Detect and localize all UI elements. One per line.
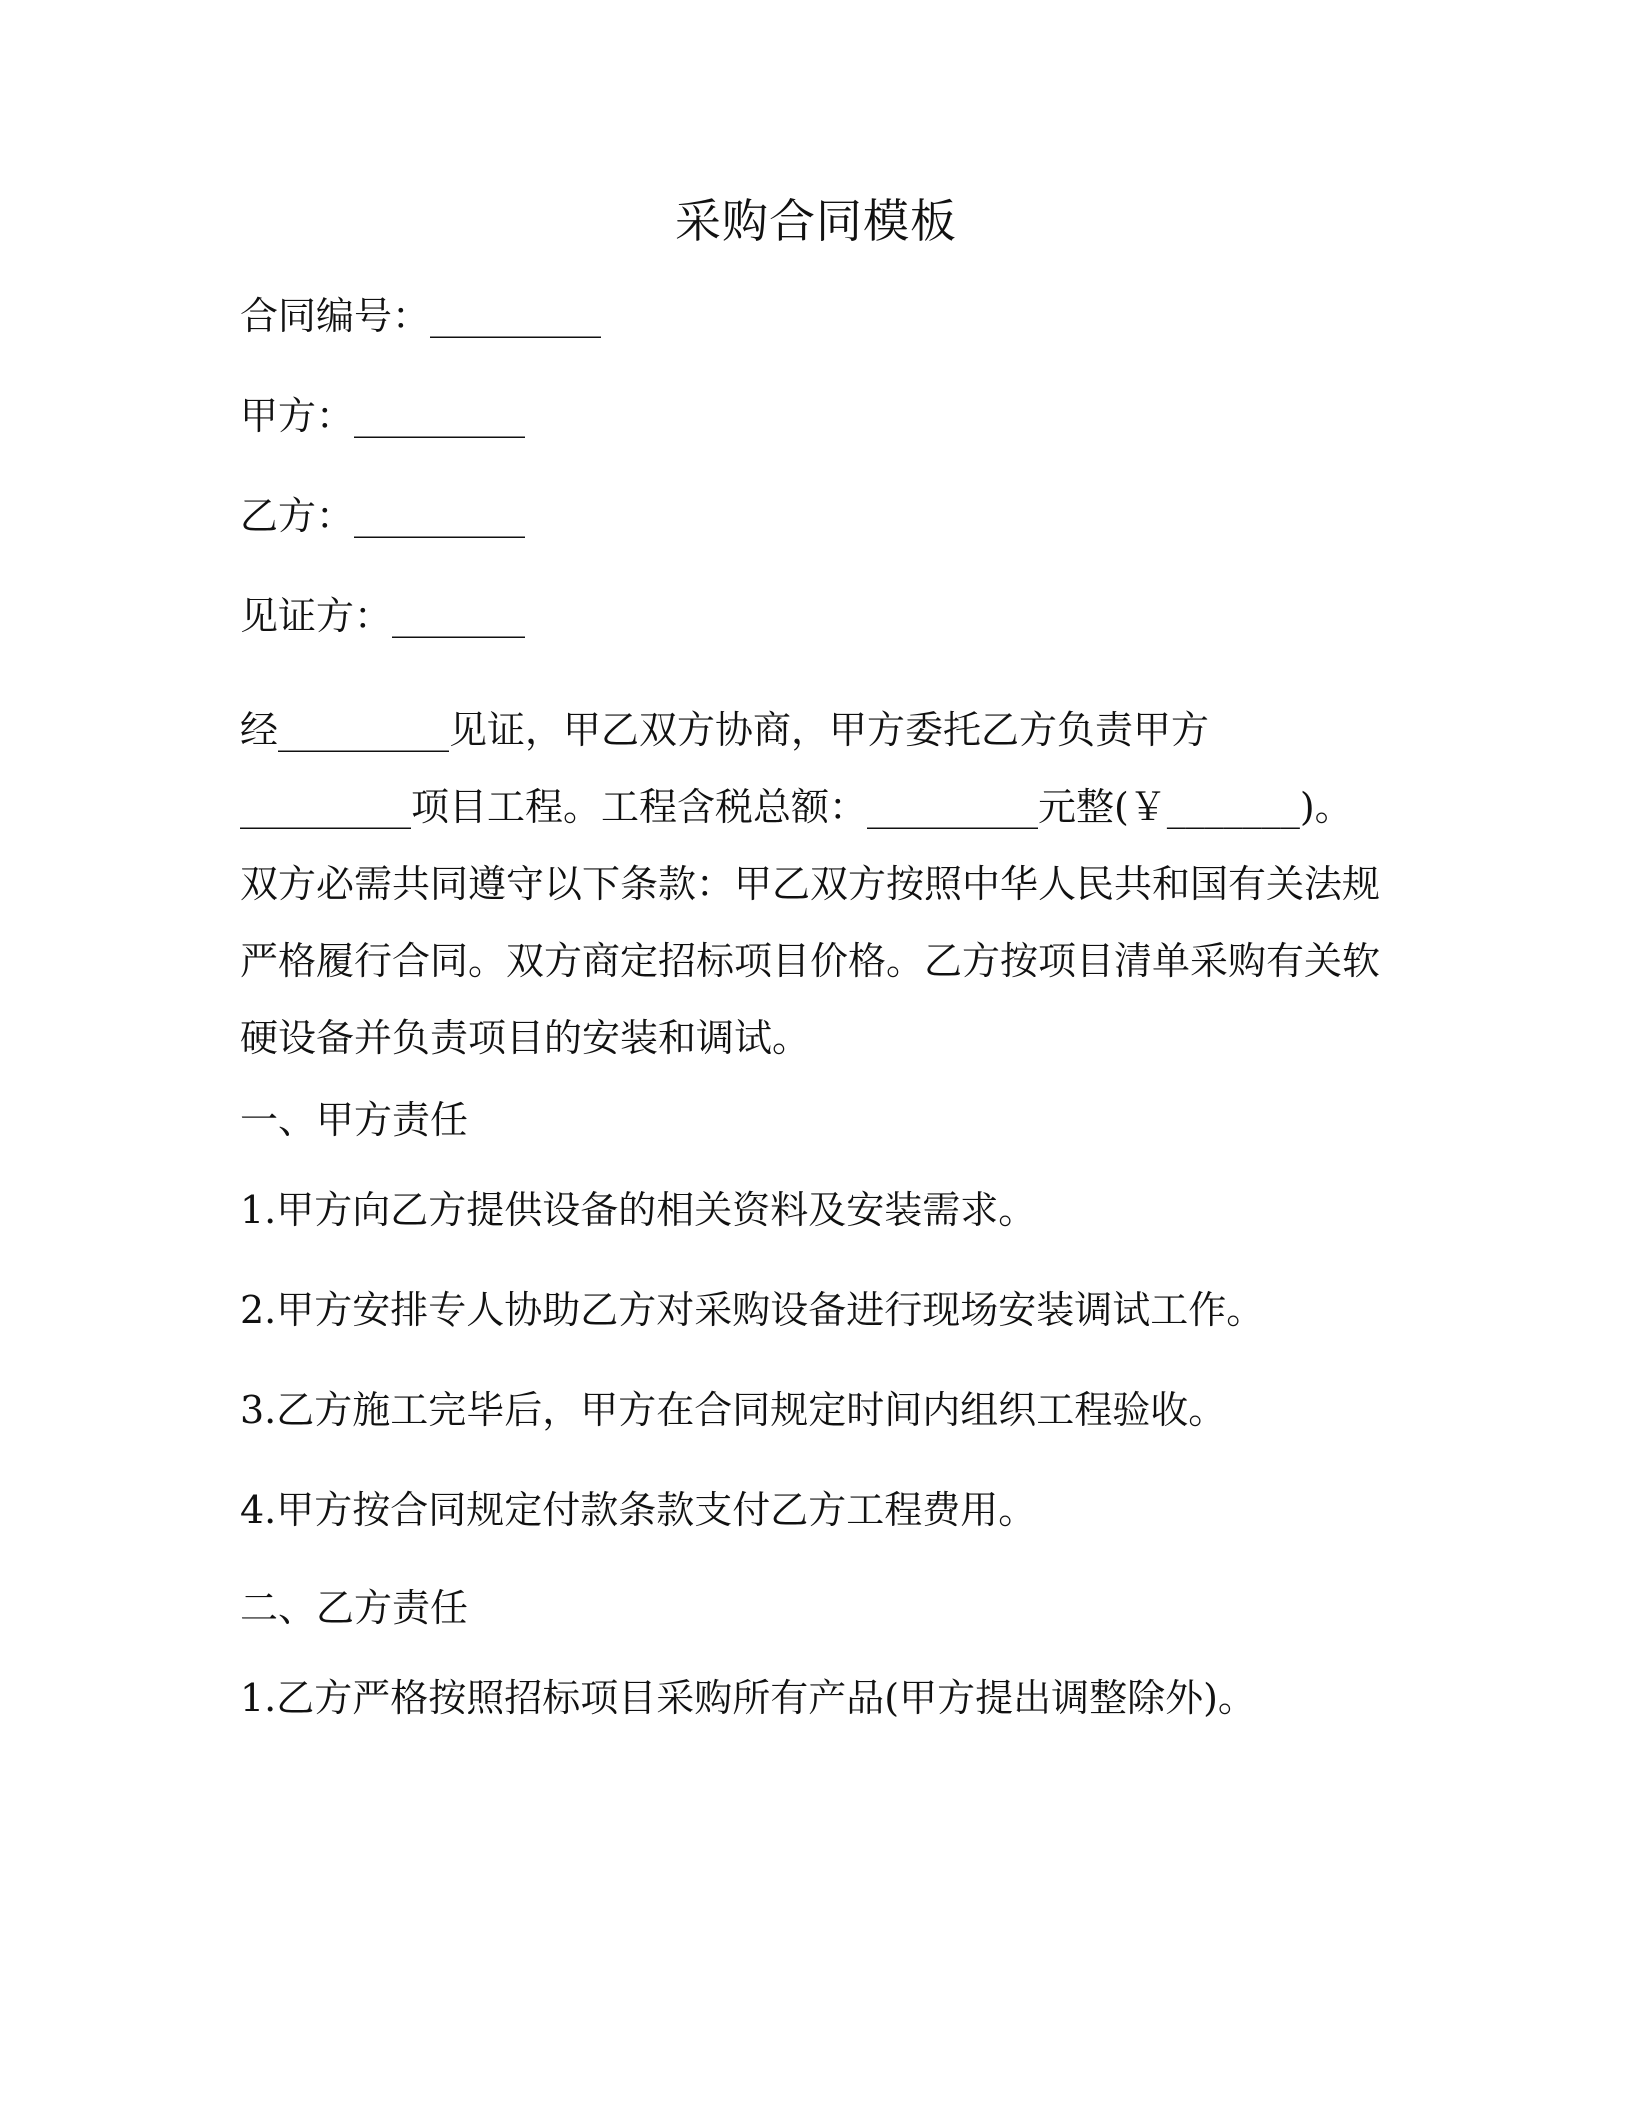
party-b-field: 乙方：_________ [240,494,526,538]
intro-line: _________项目工程。工程含税总额：_________元整(￥_______)。 [240,785,1353,829]
party-a-field: 甲方：_________ [240,394,526,438]
intro-line: 经_________见证，甲乙双方协商，甲方委托乙方负责甲方 [240,708,1210,752]
intro-paragraph [240,692,1381,1077]
intro-line: 双方必需共同遵守以下条款：甲乙双方按照中华人民共和国有关法规 [240,862,1381,906]
witness-field: 见证方：_______ [240,594,526,638]
section-heading-party-a: 一、甲方责任 [240,1098,469,1142]
party-b-duty-item: 1.乙方严格按照招标项目采购所有产品(甲方提出调整除外)。 [240,1676,1256,1720]
party-a-duty-item: 3.乙方施工完毕后，甲方在合同规定时间内组织工程验收。 [240,1388,1227,1432]
party-a-duty-item: 4.甲方按合同规定付款条款支付乙方工程费用。 [240,1488,1037,1532]
intro-line: 硬设备并负责项目的安装和调试。 [240,1016,811,1060]
section-heading-party-b: 二、乙方责任 [240,1586,469,1630]
party-a-duty-item: 2.甲方安排专人协助乙方对采购设备进行现场安装调试工作。 [240,1288,1265,1332]
document-title: 采购合同模板 [675,194,957,248]
party-a-duty-item: 1.甲方向乙方提供设备的相关资料及安装需求。 [240,1188,1037,1232]
intro-line: 严格履行合同。双方商定招标项目价格。乙方按项目清单采购有关软 [240,939,1381,983]
contract-number-field: 合同编号：_________ [240,294,602,338]
